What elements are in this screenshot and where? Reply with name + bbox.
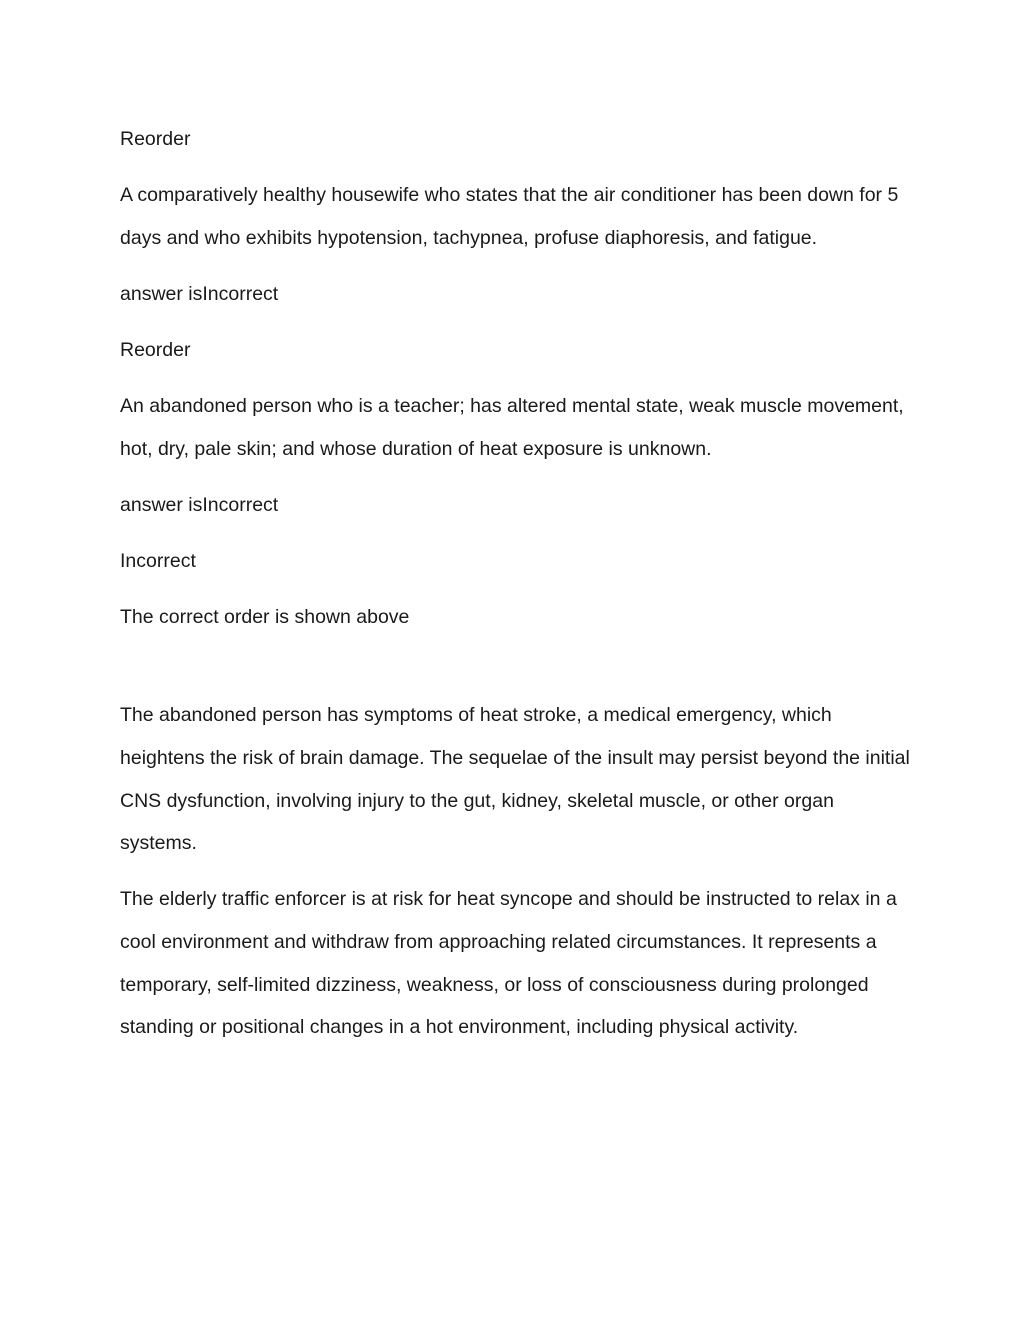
answer-status-1: answer isIncorrect	[120, 282, 279, 305]
correct-order-note: The correct order is shown above	[120, 605, 410, 628]
reorder-label-2: Reorder	[120, 338, 191, 361]
option-housewife-text: A comparatively healthy housewife who states that the air conditioner has been down for 5 days and who exhibits hypotension, tachypnea, profuse diaphoresis, and fatigue.	[120, 184, 899, 249]
option-abandoned-person-text: An abandoned person who is a teacher; has altered mental state, weak muscle movement, hot, dry, pale skin; and whose duration of heat exposure is unknown.	[120, 394, 904, 460]
rationale-heat-syncope: The elderly traffic enforcer is at risk for heat syncope and should be instructed to relax in a cool environment and withdraw from approaching related circumstances. It represents a temporary, self-limited dizziness, weakness, or loss of consciousness during prolonged standing or positional changes in a hot environment, including physical activity.	[120, 888, 897, 1039]
document-page	[120, 118, 910, 1062]
answer-status-2: answer isIncorrect	[120, 493, 279, 516]
rationale-heat-stroke: The abandoned person has symptoms of heat stroke, a medical emergency, which heightens the risk of brain damage. The sequelae of the insult may persist beyond the initial CNS dysfunction, involving injury to the gut, kidney, skeletal muscle, or other organ systems.	[120, 704, 910, 855]
result-label: Incorrect	[120, 549, 196, 572]
reorder-label-1: Reorder	[120, 128, 191, 150]
